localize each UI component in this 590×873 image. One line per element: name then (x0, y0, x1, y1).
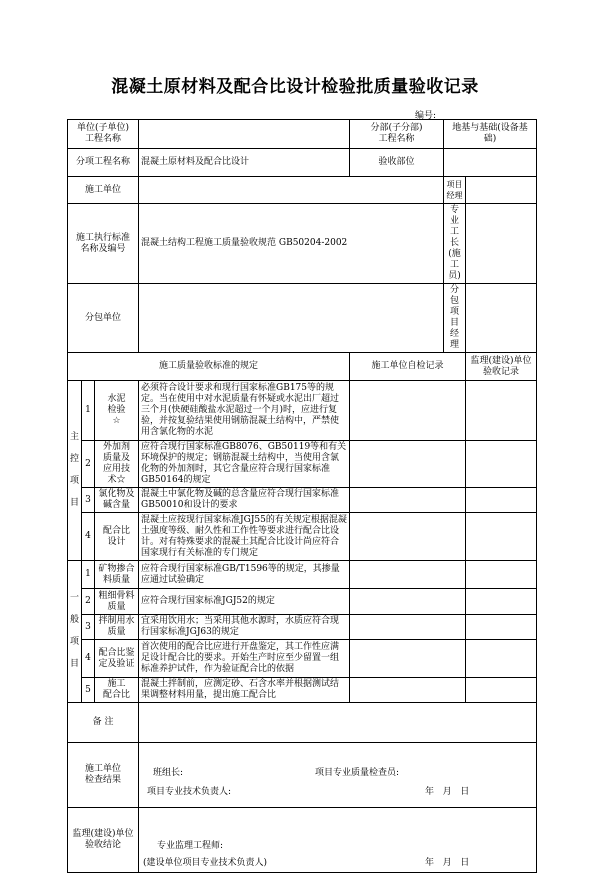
acceptance-part-label: 验收部位 (350, 149, 444, 177)
foreman-label: 专业工长 (施工员) (444, 204, 466, 284)
sub-project-manager-label: 分 包 项目经理 (444, 284, 466, 353)
page-title: 混凝土原材料及配合比设计检验批质量验收记录 (111, 77, 479, 97)
self-check-cell[interactable] (350, 615, 466, 640)
self-check-cell[interactable] (350, 488, 466, 513)
supervisor-cell[interactable] (466, 381, 537, 441)
contractor-date-label: 年 月 日 (425, 787, 470, 797)
item-name: 矿物掺合 料质量 (95, 561, 139, 589)
subunit-name-label: 分部(子分部) 工程名称 (350, 120, 444, 149)
project-manager-label: 项目经理 (444, 177, 466, 204)
item-number: 1 (82, 381, 95, 441)
supervisor-cell[interactable] (466, 615, 537, 640)
spec-column-header: 施工质量验收标准的规定 (68, 353, 350, 381)
item-name: 粗细骨料 质量 (95, 589, 139, 615)
general-items-group-label: 一 般 项 目 (68, 561, 82, 703)
self-check-cell[interactable] (350, 513, 466, 561)
tech-lead-label: 项目专业技术负责人: (147, 787, 232, 797)
table-row (68, 488, 537, 513)
item-number: 2 (82, 441, 95, 488)
exec-standard-value[interactable]: 混凝土结构工程施工质量验收规范 GB50204-2002 (139, 204, 444, 284)
self-check-cell[interactable] (350, 589, 466, 615)
sub-project-manager-value[interactable] (466, 284, 537, 353)
item-standard: 宜采用饮用水；当采用其他水源时，水质应符合现行国家标准JGJ63的规定 (139, 615, 350, 640)
supervisor-cell[interactable] (466, 678, 537, 703)
self-check-cell[interactable] (350, 678, 466, 703)
item-name: 拌制用水 质量 (95, 615, 139, 640)
subitem-name-label: 分项工程名称 (68, 149, 139, 177)
item-number: 5 (82, 678, 95, 703)
supervisor-date-label: 年 月 日 (425, 858, 470, 868)
item-standard: 首次使用的配合比应进行开盘鉴定，其工作性应满足设计配合比的要求。开始生产时应至少留置一组标准养护试件，作为验证配合比的依据 (139, 640, 350, 678)
unit-name-value[interactable] (139, 120, 350, 149)
supervisor-column-header: 监理(建设)单位 验收记录 (466, 353, 537, 381)
item-number: 3 (82, 615, 95, 640)
item-number: 2 (82, 589, 95, 615)
table-row (68, 381, 537, 441)
owner-tech-lead-label: (建设单位项目专业技术负责人) (143, 858, 268, 868)
item-standard: 应符合现行国家标准JGJ52的规定 (139, 589, 350, 615)
supervisor-cell[interactable] (466, 640, 537, 678)
item-number: 4 (82, 513, 95, 561)
contractor-label: 施工单位 (68, 177, 139, 204)
main-items-group-label: 主 控 项 目 (68, 381, 82, 561)
table-row (68, 678, 537, 703)
item-standard: 应符合现行国家标准GB8076、GB50119等和有关环境保护的规定；钢筋混凝土结构中，当使用含氯化物的外加剂时，其它含量应符合现行国家标准GB50164的规定 (139, 441, 350, 488)
item-standard: 必须符合设计要求和现行国家标准GB175等的规定。当在使用中对水泥质量有怀疑或水泥出厂超过三个月(快硬硅酸盐水泥超过一个月)时，应进行复验，并按复验结果使用钢筋混凝土结构中，严禁使用含氯化物的水泥 (139, 381, 350, 441)
supervisor-cell[interactable] (466, 561, 537, 589)
supervisor-result-label: 监理(建设)单位 验收结论 (68, 808, 139, 873)
supervisor-cell[interactable] (466, 589, 537, 615)
quality-inspector-label: 项目专业质量检查员: (315, 768, 400, 778)
item-standard: 应符合现行国家标准GB/T1596等的规定，其掺量应通过试验确定 (139, 561, 350, 589)
unit-name-label: 单位(子单位) 工程名称 (68, 120, 139, 149)
subitem-name-value[interactable]: 混凝土原材料及配合比设计 (139, 149, 350, 177)
supervisor-cell[interactable] (466, 488, 537, 513)
remarks-label: 备 注 (68, 703, 139, 743)
self-check-cell[interactable] (350, 561, 466, 589)
item-standard: 混凝土中氯化物及碱的总含量应符合现行国家标准GB50010和设计的要求 (139, 488, 350, 513)
item-name: 氯化物及 碱含量 (95, 488, 139, 513)
table-row (68, 615, 537, 640)
item-number: 4 (82, 640, 95, 678)
supervisor-engineer-label: 专业监理工程师: (157, 841, 224, 851)
subcontractor-label: 分包单位 (68, 284, 139, 353)
inspection-record-table (67, 119, 537, 873)
contractor-result-label: 施工单位 检查结果 (68, 743, 139, 808)
supervisor-cell[interactable] (466, 513, 537, 561)
subcontractor-value[interactable] (139, 284, 444, 353)
foreman-value[interactable] (466, 204, 537, 284)
table-row (68, 640, 537, 678)
item-name: 施工 配合比 (95, 678, 139, 703)
item-standard: 混凝土拌制前，应测定砂、石含水率并根据测试结果调整材料用量，提出施工配合比 (139, 678, 350, 703)
serial-number-label: 编号: (415, 111, 437, 121)
self-check-cell[interactable] (350, 441, 466, 488)
exec-standard-label: 施工执行标准 名称及编号 (68, 204, 139, 284)
table-row (68, 561, 537, 589)
item-standard: 混凝土应按现行国家标准JGJ55的有关规定根据混凝土强度等级、耐久性和工作性等要求进行配合比设计。对有特殊要求的混凝土其配合比设计尚应符合国家现行有关标准的专门规定 (139, 513, 350, 561)
self-check-column-header: 施工单位自检记录 (350, 353, 466, 381)
contractor-result-area[interactable] (139, 743, 537, 808)
self-check-cell[interactable] (350, 640, 466, 678)
project-manager-value[interactable] (466, 177, 537, 204)
table-row (68, 589, 537, 615)
team-leader-label: 班组长: (153, 768, 184, 778)
supervisor-cell[interactable] (466, 441, 537, 488)
item-name: 外加剂 质量及 应用技 术☆ (95, 441, 139, 488)
table-row (68, 441, 537, 488)
acceptance-part-value[interactable] (444, 149, 537, 177)
item-number: 1 (82, 561, 95, 589)
remarks-value[interactable] (139, 703, 537, 743)
supervisor-result-area[interactable] (139, 808, 537, 873)
item-name: 配合比 设计 (95, 513, 139, 561)
item-name: 水泥 检验 ☆ (95, 381, 139, 441)
contractor-value[interactable] (139, 177, 444, 204)
item-number: 3 (82, 488, 95, 513)
subunit-name-value[interactable]: 地基与基础(设备基础) (444, 120, 537, 149)
item-name: 配合比鉴 定及验证 (95, 640, 139, 678)
table-row (68, 513, 537, 561)
self-check-cell[interactable] (350, 381, 466, 441)
